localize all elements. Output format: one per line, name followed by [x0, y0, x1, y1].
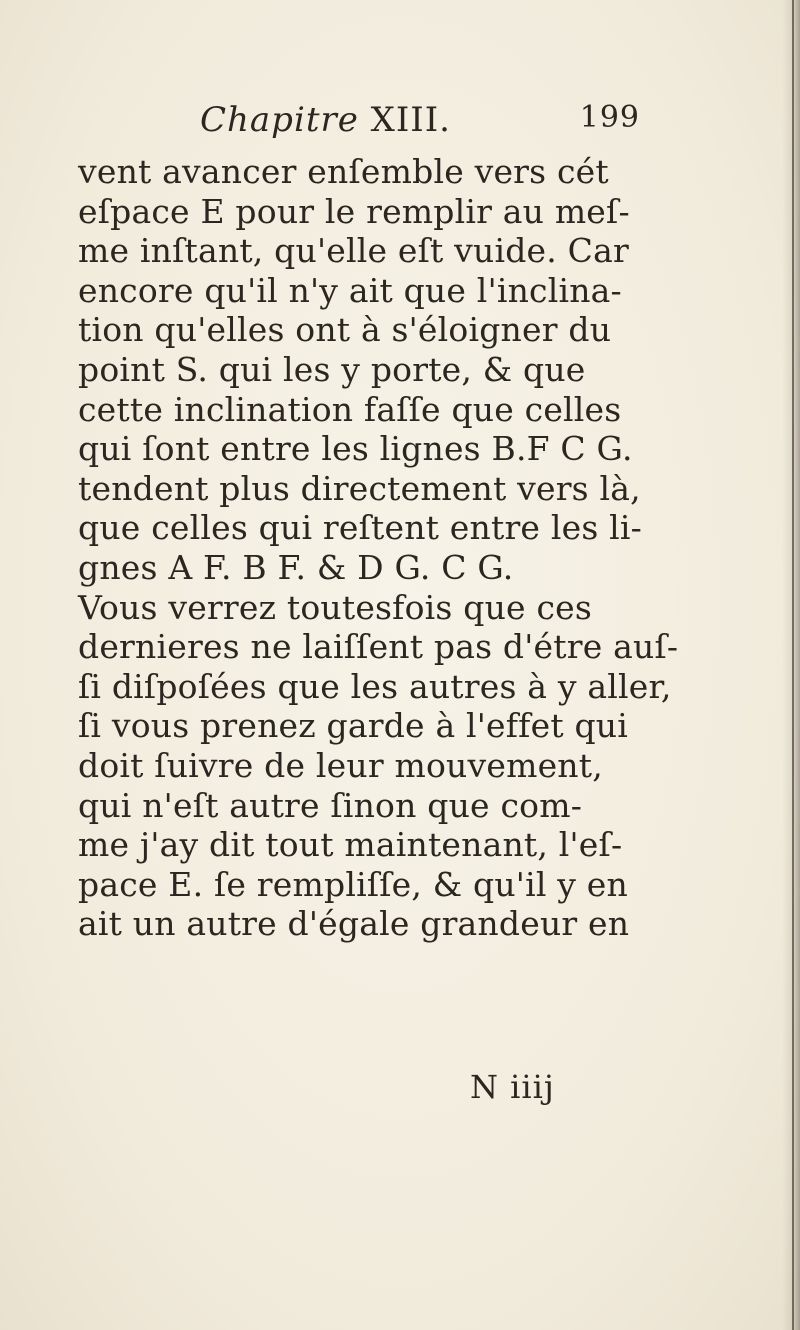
text-line: Vous verrez toutesfois que ces [78, 587, 592, 627]
text-line: ſi diſpoſées que les autres à y aller, [78, 666, 672, 706]
text-line: me j'ay dit tout maintenant, l'eſ- [78, 825, 623, 865]
signature-mark: N iiij [470, 1068, 555, 1106]
text-line: me inſtant, qu'elle eſt vuide. Car [78, 231, 629, 271]
text-line: point S. qui les y porte, & que [78, 349, 586, 389]
running-head-numeral: XIII. [370, 100, 451, 140]
text-line: vent avancer enſemble vers cét [78, 152, 609, 191]
text-line: dernieres ne laiſſent pas d'étre auſ- [78, 627, 679, 667]
text-line: doit ſuivre de leur mouvement, [78, 745, 603, 785]
page-gutter-shadow [782, 0, 800, 1330]
text-line: tendent plus directement vers là, [78, 468, 641, 508]
running-head-chapter: Chapitre [200, 100, 359, 140]
text-line: que celles qui reſtent entre les li- [78, 508, 643, 548]
text-line: gnes A F. B F. & D G. C G. [78, 547, 514, 587]
text-line: qui ſont entre les lignes B.F C G. [78, 429, 633, 469]
page-edge-line [792, 0, 794, 1330]
body-text [78, 152, 679, 944]
text-line: encore qu'il n'y ait que l'inclina- [78, 270, 622, 310]
running-head [200, 100, 451, 140]
text-line: tion qu'elles ont à s'éloigner du [78, 310, 612, 350]
page-header [80, 100, 640, 150]
text-line: ſi vous prenez garde à l'effet qui [78, 706, 629, 746]
text-line: ait un autre d'égale grandeur en [78, 904, 630, 944]
text-line: cette inclination faſſe que celles [78, 389, 622, 429]
page-number: 199 [579, 100, 640, 135]
text-line: qui n'eſt autre ſinon que com- [78, 785, 583, 825]
text-line: eſpace E pour le remplir au meſ- [78, 191, 630, 231]
text-line: pace E. ſe rempliſſe, & qu'il y en [78, 864, 628, 904]
